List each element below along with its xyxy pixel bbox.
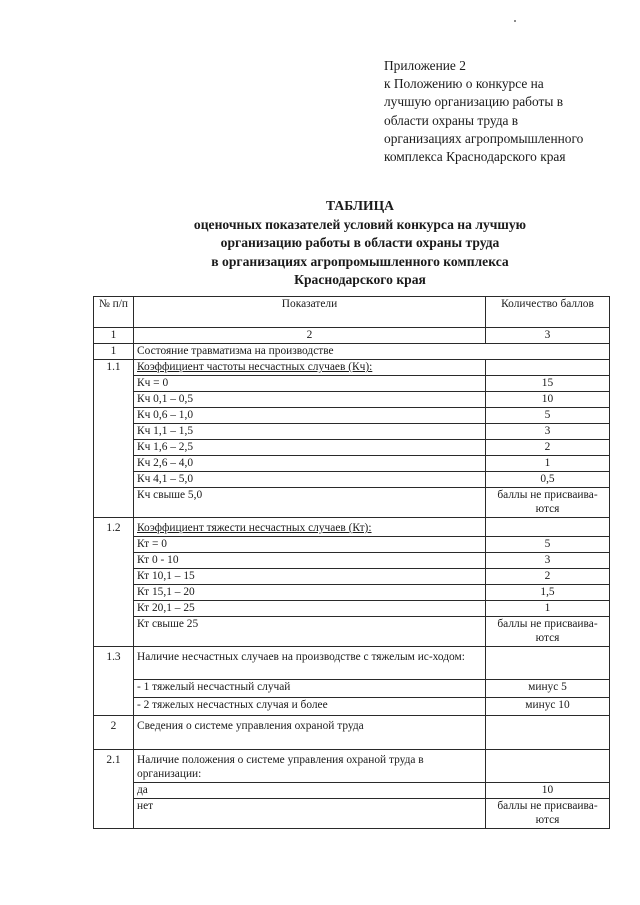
- appendix-line: комплекса Краснодарского края: [384, 149, 566, 165]
- score-cell: 5: [486, 537, 610, 553]
- indicator-cell: - 2 тяжелых несчастных случая и более: [134, 698, 486, 716]
- score-cell: 0,5: [486, 472, 610, 488]
- score-cell: 10: [486, 783, 610, 799]
- table-row: [94, 456, 610, 472]
- score-cell: 10: [486, 392, 610, 408]
- table-row: [94, 585, 610, 601]
- table-row: [94, 698, 610, 716]
- title-line: организацию работы в области охраны труда: [220, 235, 500, 251]
- indicator-cell: Кч 2,6 – 4,0: [134, 456, 486, 472]
- table-row: [94, 392, 610, 408]
- table-row: [94, 537, 610, 553]
- score-cell: минус 5: [486, 680, 610, 698]
- indicator-cell: Кч 1,6 – 2,5: [134, 440, 486, 456]
- score-cell: 15: [486, 376, 610, 392]
- subsection-label: Коэффициент тяжести несчастных случаев (Кт):: [134, 518, 486, 537]
- section-row: [94, 716, 610, 750]
- indicator-cell: Кч = 0: [134, 376, 486, 392]
- score-cell: баллы не присваива-ются: [486, 617, 610, 647]
- subsection-label: Наличие положения о системе управления охраной труда в организации:: [134, 750, 486, 783]
- subsection-row: [94, 750, 610, 783]
- indicators-table: [93, 296, 610, 829]
- title-line: в организациях агропромышленного комплекса: [211, 253, 509, 269]
- subsection-num: 1.2: [94, 518, 134, 647]
- table-row: [94, 408, 610, 424]
- subsection-label: Наличие несчастных случаев на производстве с тяжелым ис-ходом:: [134, 647, 486, 680]
- appendix-line: к Положению о конкурсе на: [384, 76, 544, 92]
- indicator-cell: Кт 20,1 – 25: [134, 601, 486, 617]
- indicator-cell: Кт 15,1 – 20: [134, 585, 486, 601]
- score-cell: 1: [486, 456, 610, 472]
- indicator-cell: Кт 10,1 – 15: [134, 569, 486, 585]
- column-number-row: [94, 328, 610, 344]
- indicator-cell: Кт свыше 25: [134, 617, 486, 647]
- score-cell: 3: [486, 424, 610, 440]
- section-row: [94, 344, 610, 360]
- header-score: Количество баллов: [486, 297, 610, 328]
- score-cell: баллы не присваива-ются: [486, 488, 610, 518]
- indicator-cell: Кч 0,1 – 0,5: [134, 392, 486, 408]
- table-row: [94, 440, 610, 456]
- header-num: № п/п: [94, 297, 134, 328]
- indicator-cell: - 1 тяжелый несчастный случай: [134, 680, 486, 698]
- section-label: Сведения о системе управления охраной труда: [134, 716, 486, 750]
- table-row: [94, 472, 610, 488]
- section-num: 2: [94, 716, 134, 750]
- document-title: [100, 197, 620, 290]
- subsection-row: [94, 518, 610, 537]
- indicator-cell: нет: [134, 799, 486, 829]
- column-number: 1: [94, 328, 134, 344]
- indicator-cell: Кч 4,1 – 5,0: [134, 472, 486, 488]
- appendix-line: организациях агропромышленного: [384, 130, 584, 146]
- table-row: [94, 553, 610, 569]
- title-line: Краснодарского края: [294, 272, 426, 288]
- column-number: 3: [486, 328, 610, 344]
- indicator-cell: да: [134, 783, 486, 799]
- appendix-line: области охраны труда в: [384, 112, 519, 128]
- score-cell: баллы не присваива-ются: [486, 799, 610, 829]
- indicator-cell: Кт = 0: [134, 537, 486, 553]
- appendix-line: лучшую организацию работы в: [384, 94, 564, 110]
- score-cell: минус 10: [486, 698, 610, 716]
- table-row: [94, 799, 610, 829]
- score-cell: 5: [486, 408, 610, 424]
- indicator-cell: Кч 1,1 – 1,5: [134, 424, 486, 440]
- subsection-num: 2.1: [94, 750, 134, 829]
- subsection-row: [94, 647, 610, 680]
- section-label: Состояние травматизма на производстве: [134, 344, 610, 360]
- score-cell: [486, 750, 610, 783]
- table-row: [94, 783, 610, 799]
- score-cell: 2: [486, 440, 610, 456]
- table-row: [94, 376, 610, 392]
- score-cell: 2: [486, 569, 610, 585]
- score-cell: [486, 518, 610, 537]
- section-num: 1: [94, 344, 134, 360]
- table-row: [94, 569, 610, 585]
- appendix-line: Приложение 2: [384, 58, 466, 73]
- subsection-row: [94, 360, 610, 376]
- appendix-note: [384, 57, 624, 166]
- scan-speck: [514, 20, 516, 22]
- subsection-num: 1.3: [94, 647, 134, 716]
- score-cell: 1: [486, 601, 610, 617]
- score-cell: 3: [486, 553, 610, 569]
- score-cell: 1,5: [486, 585, 610, 601]
- table-row: [94, 601, 610, 617]
- column-number: 2: [134, 328, 486, 344]
- score-cell: [486, 647, 610, 680]
- subsection-label: Коэффициент частоты несчастных случаев (Кч):: [134, 360, 486, 376]
- title-line: оценочных показателей условий конкурса на лучшую: [193, 216, 527, 232]
- subsection-num: 1.1: [94, 360, 134, 518]
- table-row: [94, 680, 610, 698]
- indicator-cell: Кт 0 - 10: [134, 553, 486, 569]
- score-cell: [486, 716, 610, 750]
- indicator-cell: Кч свыше 5,0: [134, 488, 486, 518]
- indicator-cell: Кч 0,6 – 1,0: [134, 408, 486, 424]
- title-line: ТАБЛИЦА: [326, 198, 394, 213]
- header-indicator: Показатели: [134, 297, 486, 328]
- table-row: [94, 424, 610, 440]
- score-cell: [486, 360, 610, 376]
- table-header-row: [94, 297, 610, 328]
- table-row: [94, 488, 610, 518]
- table-row: [94, 617, 610, 647]
